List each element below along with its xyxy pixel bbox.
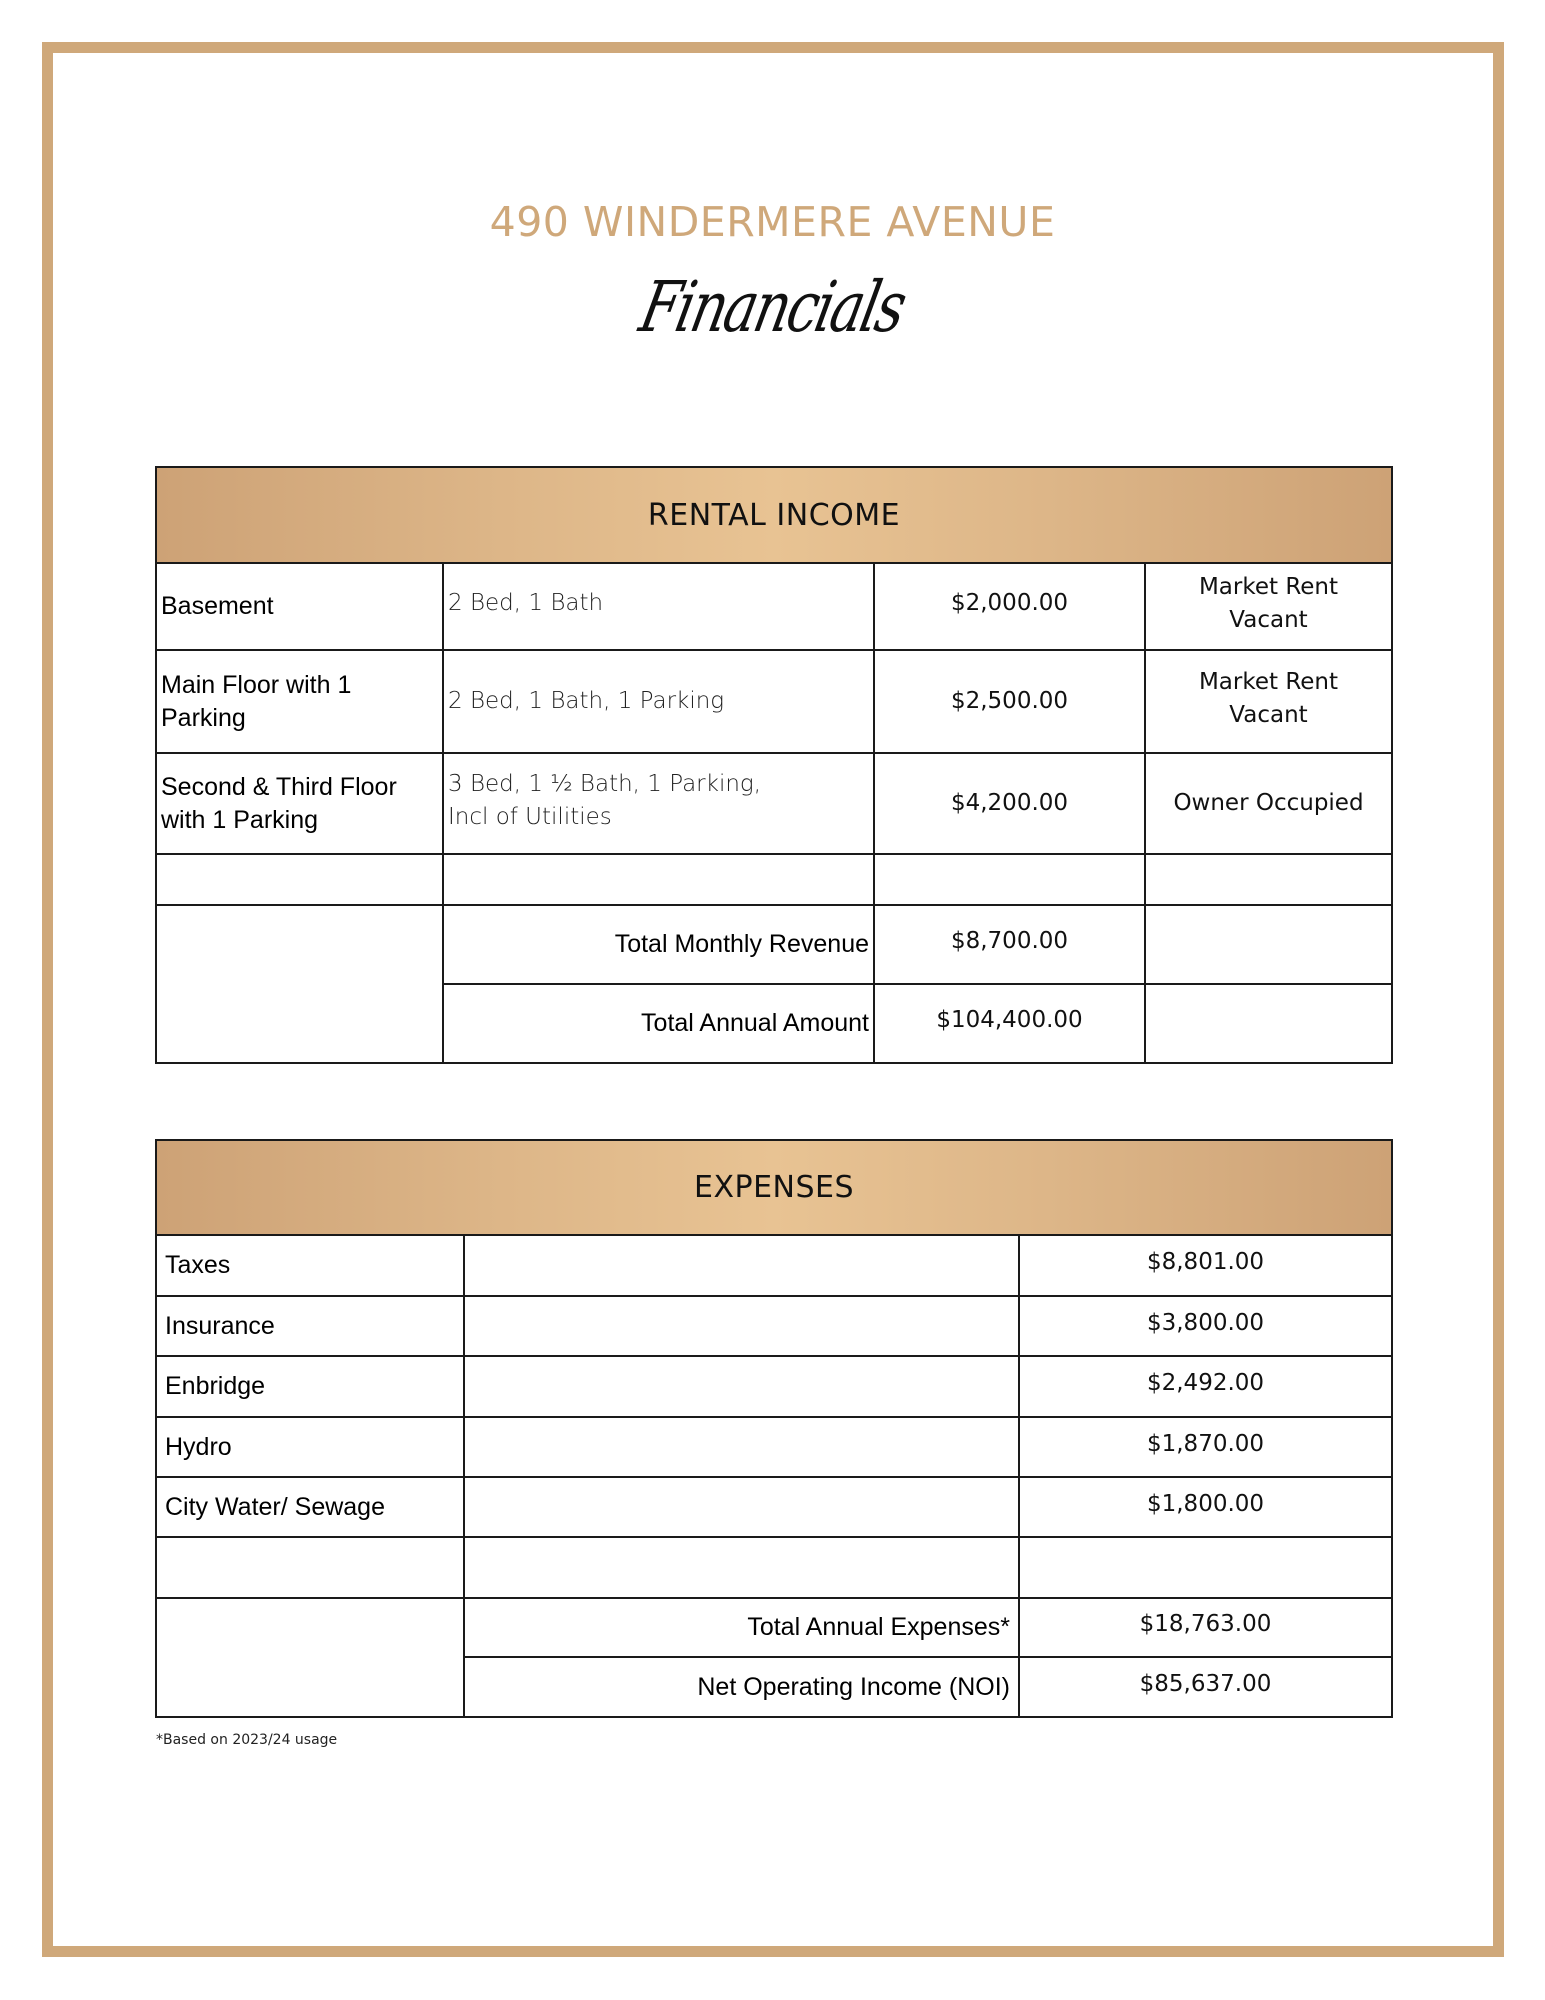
expenses-table	[155, 1139, 1393, 1718]
empty-cell	[464, 1417, 1019, 1477]
total-annual-amount-cell	[874, 984, 1145, 1063]
empty-cell	[1145, 854, 1392, 905]
table-row	[156, 1417, 1392, 1477]
unit-name: Basement	[156, 563, 443, 650]
rental-income-table	[155, 466, 1393, 1064]
expense-item: City Water/ Sewage	[156, 1477, 464, 1537]
total-annual-expenses-cell	[1019, 1598, 1392, 1657]
unit-rent-cell	[874, 563, 1145, 650]
empty-cell	[443, 854, 874, 905]
empty-cell	[156, 1537, 464, 1598]
unit-status-text: Owner Occupied	[1173, 790, 1364, 816]
table-row	[156, 753, 1392, 854]
unit-rent: $2,000.00	[950, 590, 1069, 616]
expense-item: Taxes	[156, 1235, 464, 1296]
expense-amount-cell	[1019, 1235, 1392, 1296]
total-monthly-revenue-value: $8,700.00	[950, 928, 1069, 954]
empty-cell	[156, 854, 443, 905]
empty-merged-cell	[156, 905, 443, 1063]
unit-name: Main Floor with 1 Parking	[156, 650, 443, 753]
table-row	[156, 563, 1392, 650]
unit-status-text: Market Rent Vacant	[1198, 573, 1339, 633]
total-annual-expenses-value: $18,763.00	[1139, 1611, 1272, 1637]
expense-item: Insurance	[156, 1296, 464, 1356]
expense-item: Hydro	[156, 1417, 464, 1477]
unit-status-text: Market Rent Vacant	[1198, 668, 1339, 728]
unit-rent: $4,200.00	[950, 790, 1069, 816]
table-row	[156, 1296, 1392, 1356]
expense-amount: $1,870.00	[1146, 1430, 1265, 1457]
total-annual-amount-value: $104,400.00	[936, 1007, 1083, 1033]
empty-cell	[464, 1296, 1019, 1356]
expense-amount: $8,801.00	[1146, 1249, 1265, 1275]
total-monthly-revenue-label: Total Monthly Revenue	[443, 905, 874, 984]
unit-description: 3 Bed, 1 ½ Bath, 1 Parking, Incl of Utilities	[448, 770, 762, 830]
unit-rent-cell	[874, 753, 1145, 854]
unit-rent-cell	[874, 650, 1145, 753]
unit-description-cell	[443, 563, 874, 650]
total-monthly-revenue-cell	[874, 905, 1145, 984]
empty-cell	[464, 1537, 1019, 1598]
table-row	[156, 1235, 1392, 1296]
table-row	[156, 1356, 1392, 1417]
page-title: 490 WINDERMERE AVENUE	[489, 198, 1056, 246]
empty-cell	[464, 1235, 1019, 1296]
expenses-heading: EXPENSES	[156, 1140, 1392, 1235]
unit-description-cell	[443, 650, 874, 753]
rental-income-header-row	[156, 467, 1392, 563]
unit-description: 2 Bed, 1 Bath	[448, 590, 604, 616]
total-row	[156, 905, 1392, 984]
total-annual-expenses-label: Total Annual Expenses*	[464, 1598, 1019, 1657]
expense-amount-cell	[1019, 1417, 1392, 1477]
empty-cell	[464, 1477, 1019, 1537]
table-row	[156, 650, 1392, 753]
empty-cell	[1145, 984, 1392, 1063]
rental-income-heading: RENTAL INCOME	[156, 467, 1392, 563]
expense-amount: $3,800.00	[1146, 1309, 1265, 1336]
expense-amount-cell	[1019, 1296, 1392, 1356]
expense-item: Enbridge	[156, 1356, 464, 1417]
empty-merged-cell	[156, 1598, 464, 1717]
expense-amount-cell	[1019, 1477, 1392, 1537]
empty-row	[156, 1537, 1392, 1598]
net-operating-income-cell	[1019, 1657, 1392, 1717]
empty-row	[156, 854, 1392, 905]
expenses-header-row	[156, 1140, 1392, 1235]
unit-status	[1145, 563, 1392, 650]
empty-cell	[1019, 1537, 1392, 1598]
unit-name: Second & Third Floor with 1 Parking	[156, 753, 443, 854]
empty-cell	[1145, 905, 1392, 984]
empty-cell	[874, 854, 1145, 905]
unit-status	[1145, 753, 1392, 854]
table-row	[156, 1477, 1392, 1537]
net-operating-income-label: Net Operating Income (NOI)	[464, 1657, 1019, 1717]
page-subtitle-script: Financials	[633, 266, 912, 348]
unit-description-cell	[443, 753, 874, 854]
total-row	[156, 1598, 1392, 1657]
net-operating-income-value: $85,637.00	[1139, 1670, 1272, 1697]
unit-status	[1145, 650, 1392, 753]
expense-amount: $1,800.00	[1146, 1490, 1265, 1517]
expense-amount-cell	[1019, 1356, 1392, 1417]
unit-rent: $2,500.00	[950, 688, 1069, 714]
empty-cell	[464, 1356, 1019, 1417]
footnote: *Based on 2023/24 usage	[156, 1732, 338, 1748]
unit-description: 2 Bed, 1 Bath, 1 Parking	[448, 688, 725, 714]
total-annual-amount-label: Total Annual Amount	[443, 984, 874, 1063]
expense-amount: $2,492.00	[1146, 1370, 1265, 1396]
